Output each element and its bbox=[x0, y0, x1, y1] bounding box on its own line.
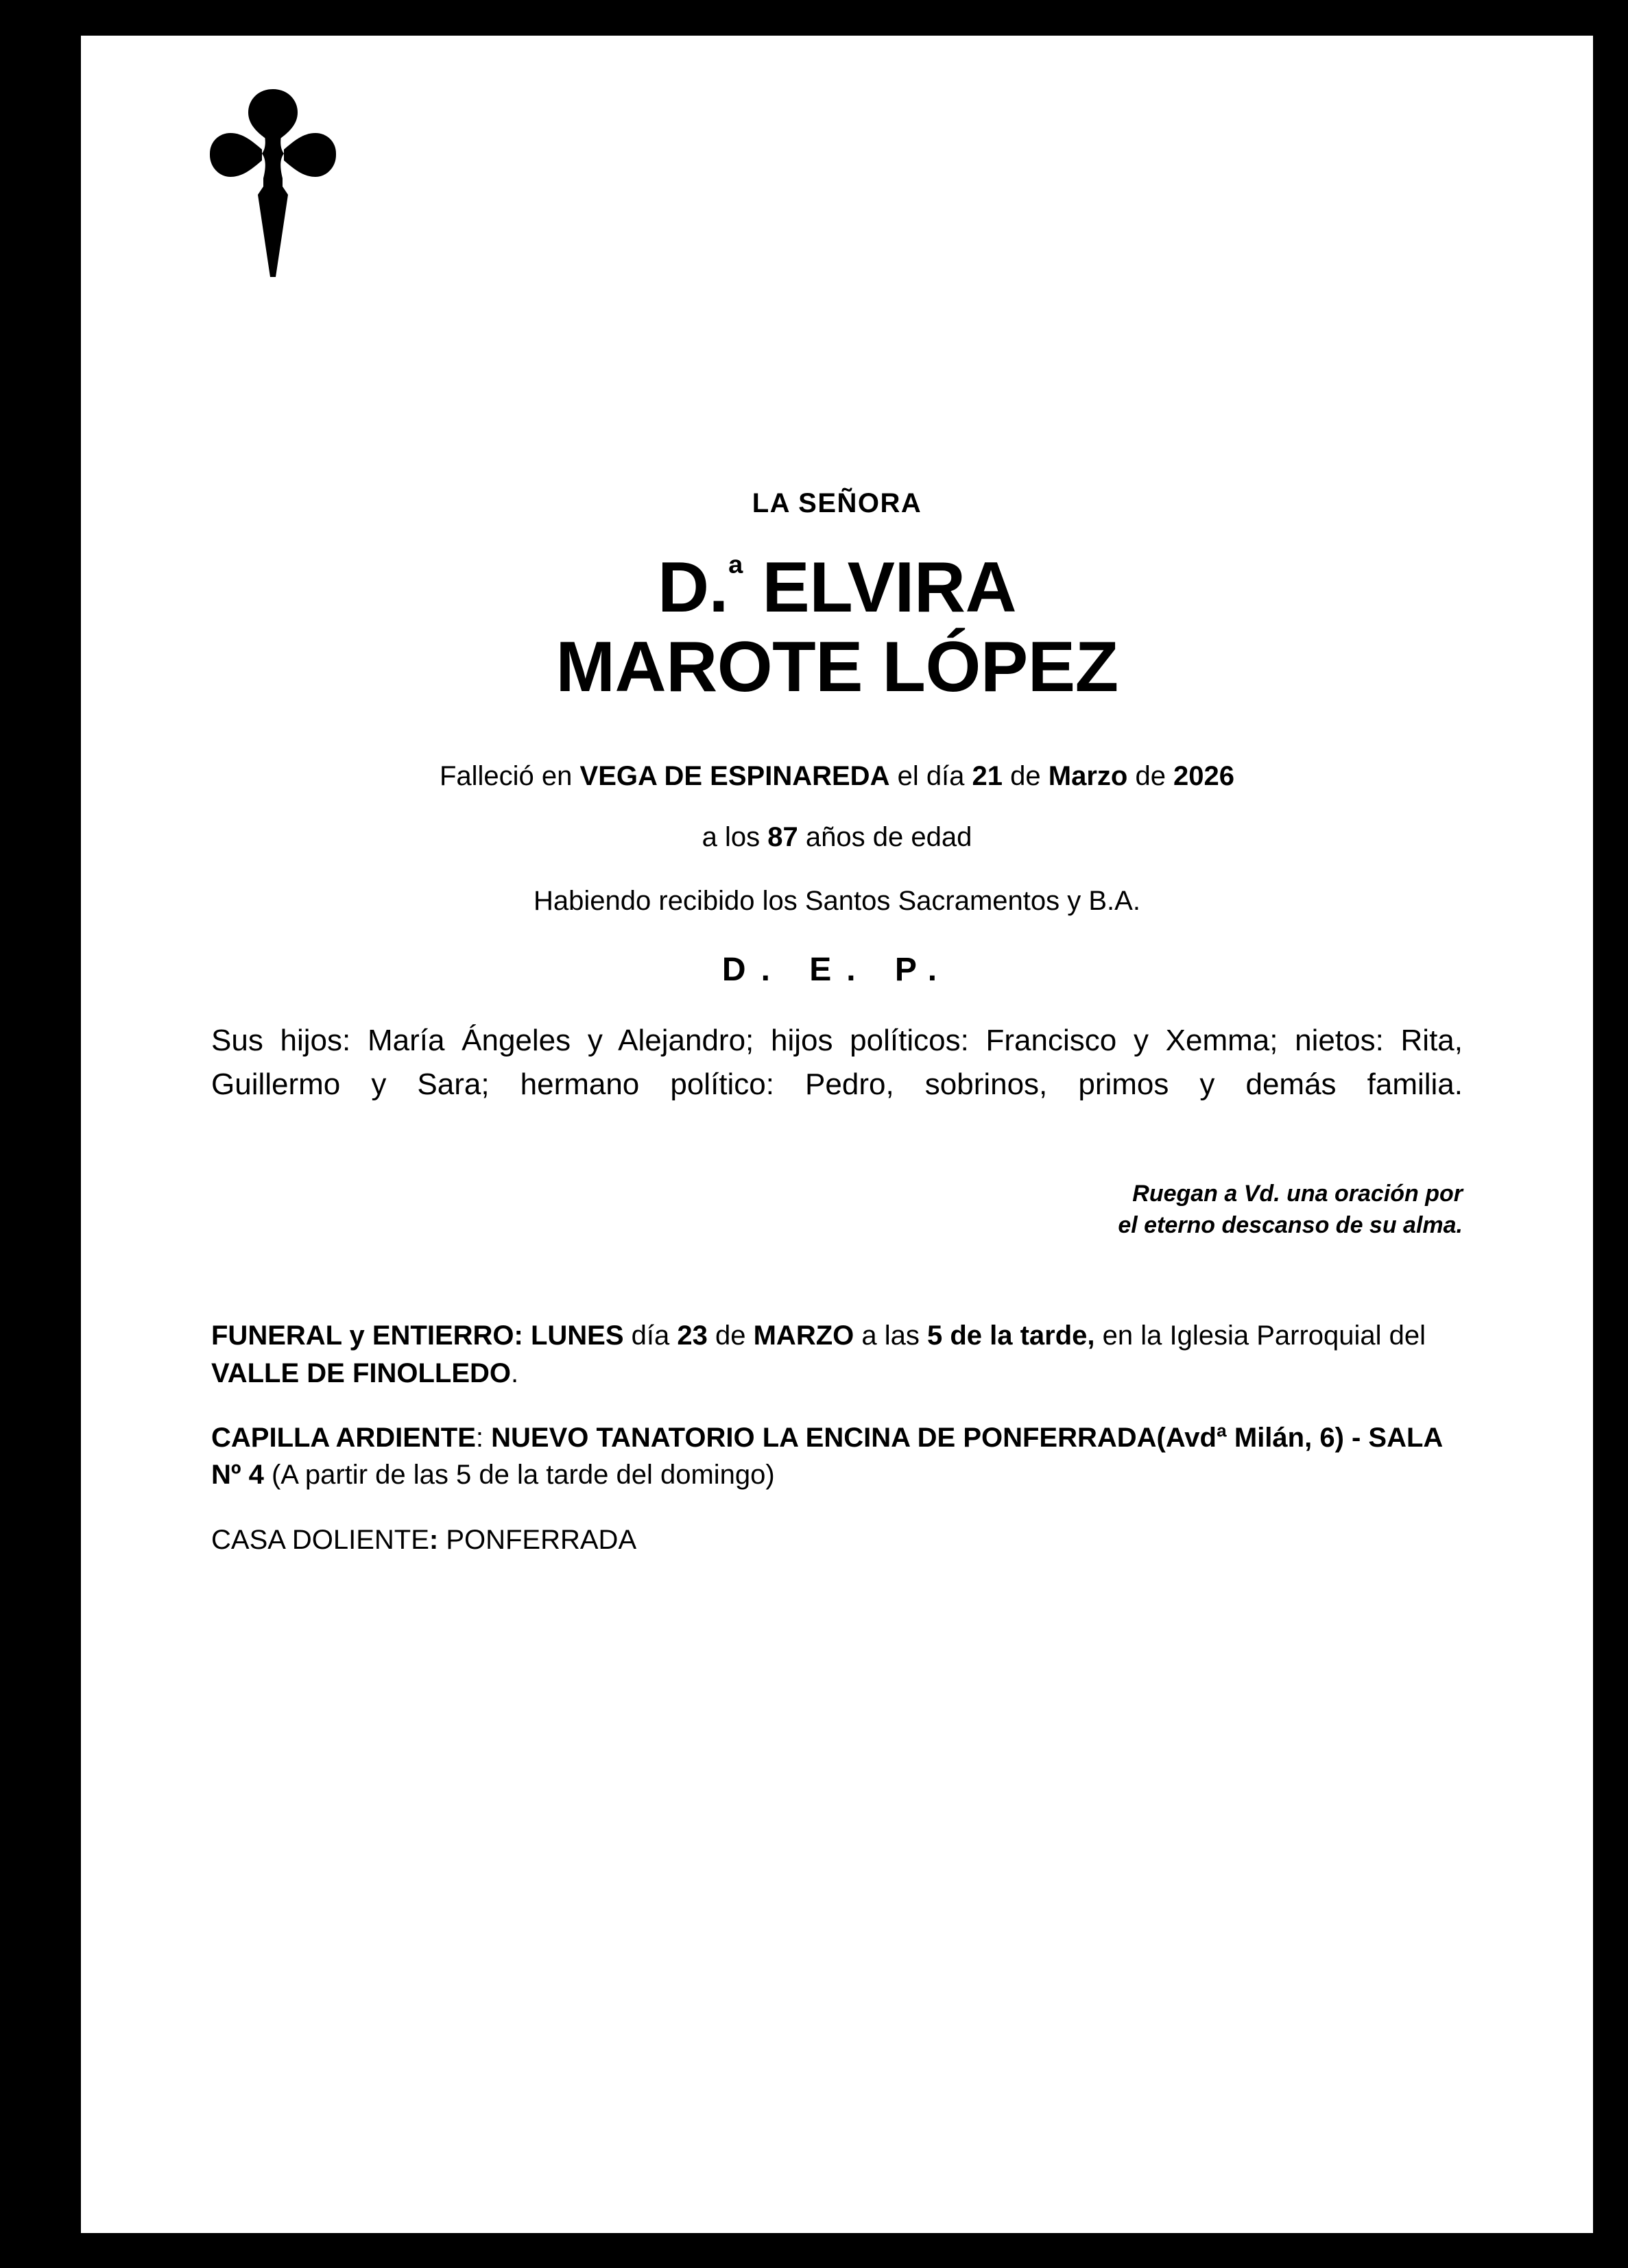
mourning-house-details bbox=[211, 1521, 1463, 1558]
chapel-note: (A partir de las 5 de la tarde del domingo) bbox=[263, 1460, 775, 1491]
funeral-details bbox=[211, 1317, 1463, 1392]
age-prefix: a los bbox=[702, 821, 768, 852]
death-mid: el día bbox=[889, 760, 972, 791]
sacraments-line: Habiendo recibido los Santos Sacramentos y B.A. bbox=[534, 885, 1140, 916]
mourning-house-colon: : bbox=[429, 1524, 446, 1555]
deceased-name-line-2: MAROTE LÓPEZ bbox=[555, 627, 1118, 708]
funeral-de: de bbox=[707, 1320, 754, 1351]
notice-sheet bbox=[81, 36, 1593, 2233]
family-survivors-paragraph: Sus hijos: María Ángeles y Alejandro; hijos políticos: Francisco y Xemma; nietos: Rita, Guillermo y Sara; hermano político: Pedro, sobrinos, primos y demás familia. bbox=[211, 1023, 1463, 1101]
funeral-church: VALLE DE FINOLLEDO bbox=[211, 1358, 512, 1388]
funeral-day: 23 bbox=[677, 1320, 708, 1351]
deceased-name-line-1 bbox=[211, 548, 1463, 627]
name-given: ELVIRA bbox=[743, 548, 1017, 627]
death-day: 21 bbox=[972, 760, 1003, 791]
funeral-weekday: LUNES bbox=[530, 1320, 624, 1351]
chapel-label: CAPILLA ARDIENTE bbox=[211, 1422, 476, 1453]
funeral-period: . bbox=[511, 1358, 519, 1388]
mourning-house-city: PONFERRADA bbox=[446, 1524, 637, 1555]
prayer-line-1: Ruegan a Vd. una oración por bbox=[1132, 1181, 1463, 1207]
honorific-label: LA SEÑORA bbox=[752, 488, 922, 518]
chapel-venue: NUEVO TANATORIO LA ENCINA DE PONFERRADA bbox=[491, 1422, 1157, 1453]
notice-content bbox=[211, 488, 1463, 1558]
chapel-address: (Avdª Milán, 6) - SALA Nº 4 bbox=[211, 1422, 1442, 1491]
funeral-en: en la Iglesia Parroquial del bbox=[1094, 1320, 1426, 1351]
prayer-line-2: el eterno descanso de su alma. bbox=[1118, 1212, 1463, 1239]
chapel-details bbox=[211, 1419, 1463, 1494]
funeral-label: FUNERAL y ENTIERRO bbox=[211, 1320, 514, 1351]
age-suffix: años de edad bbox=[798, 821, 972, 852]
death-year: 2026 bbox=[1173, 760, 1235, 791]
age-line bbox=[211, 822, 1463, 853]
chapel-colon: : bbox=[475, 1422, 492, 1453]
death-prefix: Falleció en bbox=[439, 760, 580, 791]
name-ordinal-superscript: ª bbox=[728, 551, 743, 596]
death-month: Marzo bbox=[1048, 760, 1128, 791]
deceased-name bbox=[211, 548, 1463, 708]
funeral-month: MARZO bbox=[753, 1320, 854, 1351]
death-de-1: de bbox=[1003, 760, 1049, 791]
mourning-house-label: CASA DOLIENTE bbox=[211, 1524, 429, 1555]
death-place: VEGA DE ESPINAREDA bbox=[579, 760, 890, 791]
funeral-dia: día bbox=[623, 1320, 678, 1351]
funeral-time: 5 de la tarde, bbox=[926, 1320, 1095, 1351]
death-de-2: de bbox=[1127, 760, 1174, 791]
funeral-a-las: a las bbox=[854, 1320, 927, 1351]
mourning-border-frame bbox=[63, 18, 1611, 2251]
age-value: 87 bbox=[767, 821, 798, 852]
ornate-cross-icon bbox=[197, 77, 348, 282]
dep-abbreviation: D. E. P. bbox=[721, 951, 953, 988]
name-prefix: D. bbox=[657, 548, 728, 627]
death-announcement bbox=[211, 761, 1463, 792]
funeral-colon: : bbox=[514, 1320, 531, 1351]
prayer-request bbox=[211, 1179, 1463, 1242]
